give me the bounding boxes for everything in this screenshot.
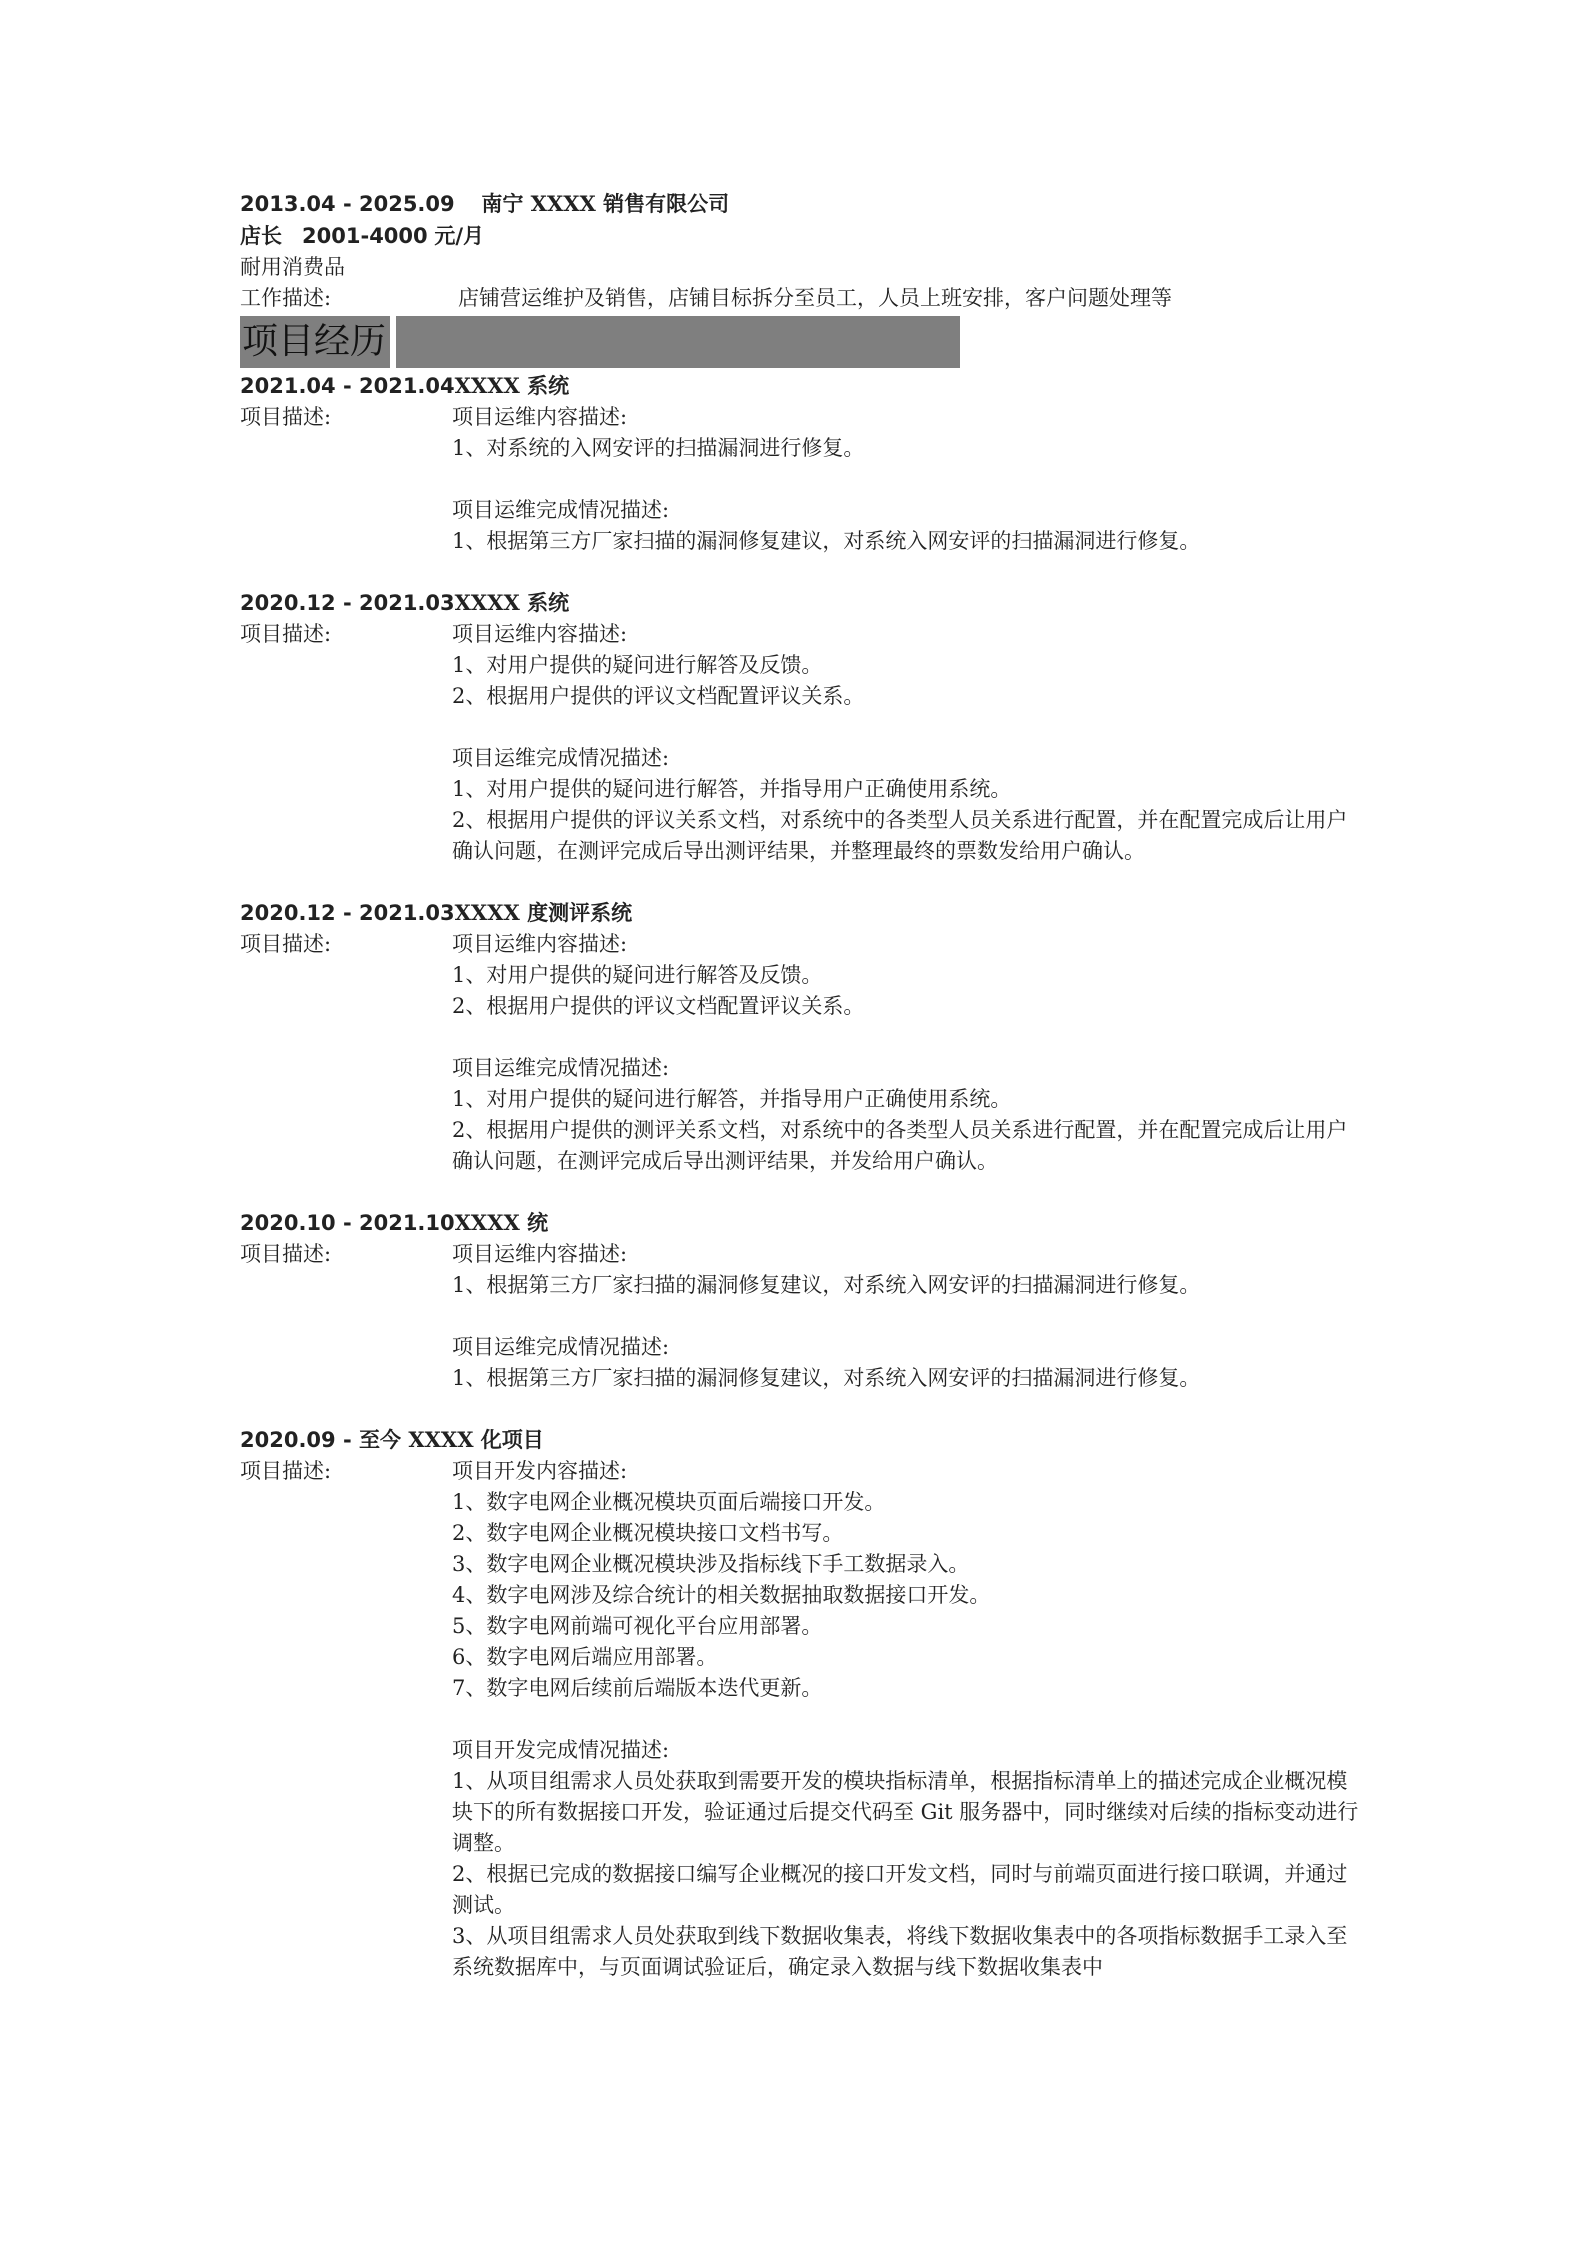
project-done-item: 1、对用户提供的疑问进行解答，并指导用户正确使用系统。 — [452, 1087, 1012, 1111]
project-desc-row — [240, 402, 1360, 557]
project-content-item: 7、数字电网后续前后端版本迭代更新。 — [452, 1676, 823, 1700]
project-content-item: 4、数字电网涉及综合统计的相关数据抽取数据接口开发。 — [452, 1583, 991, 1607]
project-done-item: 1、对用户提供的疑问进行解答，并指导用户正确使用系统。 — [452, 777, 1012, 801]
project-content-item: 3、数字电网企业概况模块涉及指标线下手工数据录入。 — [452, 1552, 970, 1576]
project-name: XXXX 系统 — [454, 373, 570, 398]
project-done-heading: 项目开发完成情况描述: — [452, 1738, 670, 1762]
project-name: XXXX 统 — [454, 1210, 549, 1235]
job-period: 2013.04 - 2025.09 — [240, 192, 455, 216]
project-desc-label: 项目描述: — [240, 1242, 332, 1266]
project-desc-label: 项目描述: — [240, 622, 332, 646]
project-entry — [240, 1207, 1360, 1424]
project-done-heading: 项目运维完成情况描述: — [452, 498, 670, 522]
project-done-item: 1、根据第三方厂家扫描的漏洞修复建议，对系统入网安评的扫描漏洞进行修复。 — [452, 529, 1201, 553]
section-title: 项目经历 — [240, 316, 390, 368]
job-salary-num: 2001-4000 — [302, 224, 428, 248]
project-done-item: 1、根据第三方厂家扫描的漏洞修复建议，对系统入网安评的扫描漏洞进行修复。 — [452, 1366, 1201, 1390]
project-content-item: 1、根据第三方厂家扫描的漏洞修复建议，对系统入网安评的扫描漏洞进行修复。 — [452, 1273, 1201, 1297]
project-content-heading: 项目运维内容描述: — [452, 932, 628, 956]
project-desc-body — [452, 1456, 1360, 1983]
project-content-item: 2、数字电网企业概况模块接口文档书写。 — [452, 1521, 844, 1545]
job-position: 店长 — [240, 223, 282, 248]
project-content-heading: 项目运维内容描述: — [452, 405, 628, 429]
resume-page — [240, 188, 1360, 2013]
project-desc-row — [240, 1456, 1360, 1983]
job-entry — [240, 188, 1360, 314]
project-desc-body — [452, 1239, 1360, 1394]
project-done-item: 3、从项目组需求人员处获取到线下数据收集表，将线下数据收集表中的各项指标数据手工录入至系统数据库中，与页面调试验证后，确定录入数据与线下数据收集表中 — [452, 1924, 1348, 1979]
project-name: XXXX 系统 — [454, 590, 570, 615]
project-content-item: 6、数字电网后端应用部署。 — [452, 1645, 718, 1669]
job-desc-row — [240, 283, 1360, 314]
project-name: XXXX 度测评系统 — [454, 900, 633, 925]
project-content-item: 5、数字电网前端可视化平台应用部署。 — [452, 1614, 823, 1638]
project-content-heading: 项目开发内容描述: — [452, 1459, 628, 1483]
project-done-item: 2、根据用户提供的评议关系文档，对系统中的各类型人员关系进行配置，并在配置完成后让用户确认问题，在测评完成后导出测评结果，并整理最终的票数发给用户确认。 — [452, 808, 1348, 863]
project-desc-body — [452, 402, 1360, 557]
project-content-item: 2、根据用户提供的评议文档配置评议关系。 — [452, 684, 865, 708]
project-desc-label: 项目描述: — [240, 1459, 332, 1483]
project-title — [240, 897, 1360, 929]
project-content-item: 1、数字电网企业概况模块页面后端接口开发。 — [452, 1490, 886, 1514]
job-header — [240, 188, 1360, 220]
project-entry — [240, 897, 1360, 1207]
job-desc-text: 店铺营运维护及销售，店铺目标拆分至员工，人员上班安排，客户问题处理等 — [458, 286, 1172, 310]
job-company: 南宁 XXXX 销售有限公司 — [481, 191, 730, 216]
project-content-heading: 项目运维内容描述: — [452, 1242, 628, 1266]
project-done-heading: 项目运维完成情况描述: — [452, 746, 670, 770]
project-content-item: 1、对用户提供的疑问进行解答及反馈。 — [452, 653, 823, 677]
project-content-item: 2、根据用户提供的评议文档配置评议关系。 — [452, 994, 865, 1018]
project-entry — [240, 587, 1360, 897]
project-title — [240, 370, 1360, 402]
project-name: XXXX 化项目 — [408, 1427, 544, 1452]
project-title — [240, 587, 1360, 619]
project-entry — [240, 1424, 1360, 2013]
project-done-heading: 项目运维完成情况描述: — [452, 1056, 670, 1080]
job-desc-label: 工作描述: — [240, 286, 332, 310]
project-done-heading: 项目运维完成情况描述: — [452, 1335, 670, 1359]
project-desc-row — [240, 1239, 1360, 1394]
project-desc-row — [240, 619, 1360, 867]
project-content-item: 1、对用户提供的疑问进行解答及反馈。 — [452, 963, 823, 987]
job-position-line — [240, 220, 1360, 252]
project-done-item: 1、从项目组需求人员处获取到需要开发的模块指标清单，根据指标清单上的描述完成企业概况模块下的所有数据接口开发，验证通过后提交代码至 Git 服务器中，同时继续对后续的指标变动进行调整。 — [452, 1769, 1359, 1855]
project-period: 2020.12 - 2021.03 — [240, 591, 455, 615]
job-industry: 耐用消费品 — [240, 255, 345, 279]
project-period: 2021.04 - 2021.04 — [240, 374, 455, 398]
project-period: 2020.09 - 至今 — [240, 1428, 409, 1452]
project-content-heading: 项目运维内容描述: — [452, 622, 628, 646]
project-desc-label: 项目描述: — [240, 932, 332, 956]
project-content-item: 1、对系统的入网安评的扫描漏洞进行修复。 — [452, 436, 865, 460]
project-desc-label: 项目描述: — [240, 405, 332, 429]
section-header-projects — [240, 316, 1360, 368]
project-desc-row — [240, 929, 1360, 1177]
job-salary-unit: 元/月 — [434, 223, 485, 248]
project-desc-body — [452, 619, 1360, 867]
project-title — [240, 1207, 1360, 1239]
project-entry — [240, 370, 1360, 587]
project-title — [240, 1424, 1360, 1456]
project-period: 2020.10 - 2021.10 — [240, 1211, 455, 1235]
project-done-item: 2、根据用户提供的测评关系文档，对系统中的各类型人员关系进行配置，并在配置完成后让用户确认问题，在测评完成后导出测评结果，并发给用户确认。 — [452, 1118, 1348, 1173]
project-done-item: 2、根据已完成的数据接口编写企业概况的接口开发文档，同时与前端页面进行接口联调，并通过测试。 — [452, 1862, 1348, 1917]
section-title-bar — [396, 316, 960, 368]
project-period: 2020.12 - 2021.03 — [240, 901, 455, 925]
project-desc-body — [452, 929, 1360, 1177]
project-list — [240, 370, 1360, 2013]
